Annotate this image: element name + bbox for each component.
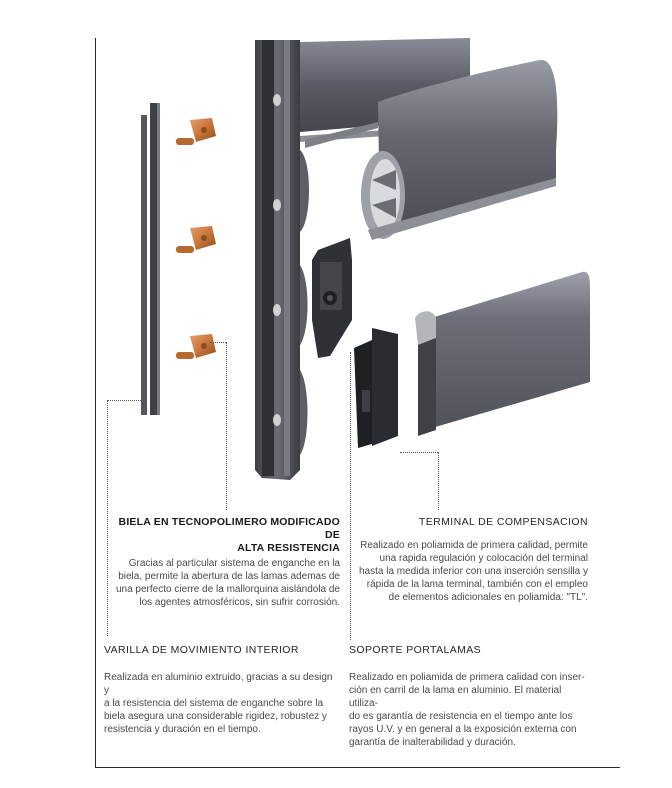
terminal-text-line: rápida de la lama terminal, también con el empleo: [366, 579, 588, 590]
terminal-text-line: una rapida regulación y colocación del terminal: [379, 553, 588, 564]
biela-text-line: los agentes atmosféricos, sin sufrir corrosión.: [139, 597, 340, 608]
leader-line-terminal-top: [400, 452, 438, 453]
soporte-title: SOPORTE PORTALAMAS: [349, 644, 482, 656]
soporte-description: [349, 671, 589, 749]
varilla-description: [104, 671, 336, 736]
varilla-text-line: biela asegura una considerable rigidez, robustez y: [104, 711, 327, 722]
leader-line-terminal: [438, 452, 439, 510]
soporte-text-line: ción en carril de la lama en aluminio. El material utiliza-: [349, 685, 562, 709]
biela-description: [110, 557, 340, 609]
varilla-text-line: a la resistencia del sistema de enganche sobre la: [104, 698, 324, 709]
leader-line-biela: [226, 342, 227, 510]
bracket-middle: [176, 226, 216, 253]
biela-section: [110, 516, 340, 609]
thin-rod: [141, 103, 160, 415]
leader-line-varilla-top: [107, 400, 141, 401]
terminal-text-line: de elementos adicionales en poliamida: "TL".: [388, 592, 588, 603]
biela-title-line2: ALTA RESISTENCIA: [237, 542, 340, 554]
slat-holder: [354, 328, 398, 448]
soporte-text-line: do es garantía de resistencia en el tiempo ante los: [349, 711, 573, 722]
leader-line-varilla: [107, 400, 108, 636]
terminal-slat: [415, 272, 590, 436]
compensation-terminal: [312, 238, 352, 358]
terminal-text-line: Realizado en poliamida de primera calidad, permite: [360, 540, 588, 551]
biela-text-line: biela, permite la abertura de las lamas ademas de: [118, 571, 340, 582]
terminal-text-line: hasta la medida inferior con una inserción sensilla y: [358, 566, 588, 577]
soporte-text-line: garantía de inalterabilidad y duración.: [349, 737, 516, 748]
varilla-text-line: Realizada en aluminio extruido, gracias a su design y: [104, 672, 333, 696]
soporte-text-line: Realizado en poliamida de primera calidad con inser-: [349, 672, 585, 683]
bracket-top: [176, 118, 216, 145]
terminal-section: [350, 516, 588, 604]
biela-title-line1: BIELA EN TECNOPOLIMERO MODIFICADO DE: [118, 516, 340, 541]
varilla-text-line: resistencia y duración en el tiempo.: [104, 724, 261, 735]
terminal-title: TERMINAL DE COMPENSACION: [418, 516, 588, 528]
varilla-title: VARILLA DE MOVIMIENTO INTERIOR: [104, 644, 299, 656]
biela-text-line: una perfecto cierre de la mallorquina aislándola de: [115, 584, 340, 595]
soporte-section: [349, 644, 589, 749]
terminal-description: [350, 539, 588, 604]
biela-text-line: Gracias al particular sistema de enganche en la: [128, 558, 340, 569]
leader-line-biela-top: [210, 342, 226, 343]
varilla-section: [104, 644, 336, 736]
bracket-bottom: [176, 334, 216, 359]
soporte-text-line: rayos U.V. y en general a la exposición externa con: [349, 724, 577, 735]
